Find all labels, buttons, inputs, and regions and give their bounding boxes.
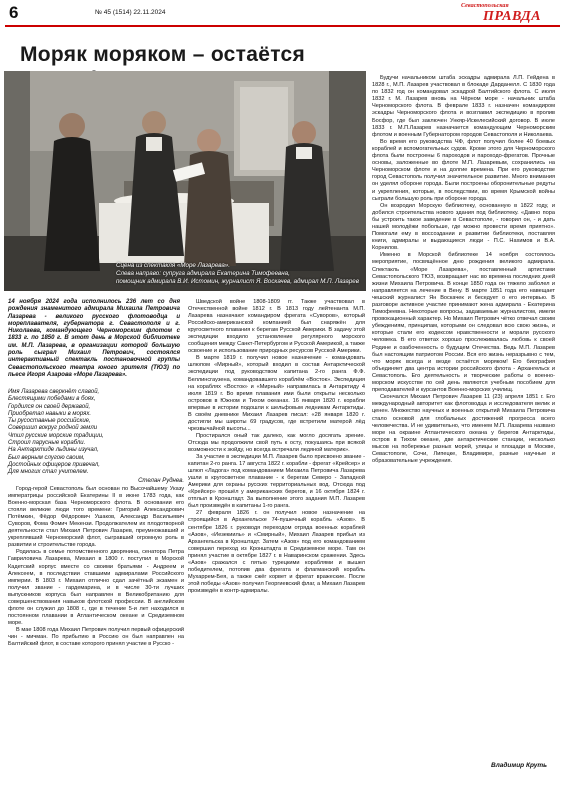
logo-bottom: ПРАВДА — [483, 9, 542, 24]
paragraph: Во время его руководства ЧФ, флот получил более 40 боевых кораблей и вспомогательных судов. Кроме этого для Черноморского флота были построены 6 пароходов и пароходо-фрегатов. Прочные основы, заложенные во флоте М.П. Лазаревым, сохранились на Черноморском флоте и на долгие времена. При его руководстве город Севастополь получил значительное развитие. Много внимания он уделял обороне города. Были построены оборонительные редуты и укрепления, которые, в последствии, во время Крымской войны сыграли большую роль при обороне города. — [372, 138, 555, 202]
poem-line: Совершил вокруг родной земли — [8, 425, 98, 432]
caption-line: Слева направо: супруга адмирала Екатерина Тимофеевна, — [116, 270, 290, 277]
paragraph: За участие в экспедиции М.П. Лазарев было присвоено звание - капитан 2-го ранга. 17 августа 1822 г. корабли - фрегат «Крейсер» и шлюп «Ладога» под командованием Михаила Петровича Лазарева ушли в кругосветное плавание - к берегам Северо - Западной Америки для охраны русских территориальных вод. Отсюда под «Крейсер» прошёл у американских берегов, и 16 октября 1824 г. отплыл в Кронштадт. За выполнение этого задания М.П. Лазарев был произведён в капитаны 1-го ранга. — [188, 454, 365, 510]
poem-line: Имя Лазарева сверкнёт славой, — [8, 389, 100, 395]
poem-author: Стелан Руднев. — [138, 477, 184, 484]
page-number: 6 — [9, 3, 19, 22]
paragraph: Скончался Михаил Петрович Лазарев 11 (23) апреля 1851 г. Его международный авторитет как флотоводца и исследователя велик и ценен. Множество научных и военных открытий Михаила Петровича стало основой для глобальных достижений прогресса всего человечества. И не удивительно, что именем М.П. Лазарева названо море на окраине Атлантического океана у берегов Антарктиды, остров в Тихом океане, две антарктические станции, несколько мысов на побережье разных морей, улицы и площади в Москве, Севастополе, Сочи, Липецке, Владимире, разные научные и образовательные учреждения. — [372, 394, 555, 465]
caption-line: помощник адмирала В.И. Истомин, журналист Я. Воскачев, адмирал М.П. Лазарев — [116, 278, 359, 285]
column-middle — [188, 299, 365, 595]
paragraph: В мае 1808 года Михаил Петрович получил первый офицерский чин - мичман. По прибытию в Россию он был направлен на Балтийский флот, в составе которого принял участие в Русско - — [8, 626, 184, 648]
paragraph: Простирался оный так далеко, как могло досягать зрение. Отсюда мы продолжили свой путь к осту, покушаясь при всякой возможности к зюйду, но всегда встречали ледяной материк». — [188, 432, 365, 453]
column-right — [372, 75, 555, 465]
poem-line: Гордился он своей державой, — [8, 403, 91, 410]
poem-line: Был верным слугою своим, — [8, 454, 85, 461]
paragraph: Родилась в семье потомственного дворянина, сенатора Петра Гавриловича Лазарева, Михаил в 1800 г. поступил в Морской Кадетский корпус вместе со своими братьями - Андреем и Алексеем, в последствии ставшими адмиралами Российского империи. В 1803 г. Михаил отлично сдал зачётный экзамен и получил звание - гардемарина, и в числе 30-ти лучших выпускников корпуса был направлен в Великобританию для совершенствования навыков флотской профессии. В английском флоте он служил до 1808 г., где в течение 5-и лет находился в постоянном плавании в Атлантическом океане и Средиземном море. — [8, 549, 184, 626]
paragraph: Будучи начальником штаба эскадры адмирала Л.П. Гейдена в 1828 г., М.П. Лазарев участвовал в блокаде Дарданелл. С 1830 года по 1832 год он командовал эскадрой Балтийского флота. С июля 1832 г. М. Лазарев вновь на Чёрном море - начальник штаба Черноморского флота. В феврале 1833 г. назначен командиром эскадры Черноморского флота и возглавил экспедицию в пролив Босфор, где был заключен Ункяр-Искелесийский договор. В июле 1833 г. М.П.Лазарев назначается командующим Черноморским флотом и военным Губернатором городов Севастополя и Николаева. — [372, 75, 555, 138]
poem-line: Строил парусные корабли. — [8, 440, 86, 447]
paragraph: Город-герой Севастополь был основан по Высочайшему Указу императрицы российской Екатерины II в июне 1783 года, как Военно-морская база Черноморского флота. В основании его стояли великие люди того времени: Григорий Александрович Потёмкин, Фёдор Фёдорович Ушаков, Александр Васильевич Суворов, Фома Фомич Мекензи. Продолжателем их плодотворной деятельности стал Михаил Петрович Лазарев, преумножавший и укреплявший Черноморский флот, сыгравший огромную роль в развитии и строительстве города. — [8, 486, 184, 549]
logo-top: Севастопольская — [461, 2, 509, 9]
lead-paragraph: 14 ноября 2024 года исполнилось 236 лет со дня рождения знаменитого адмирала Михаила Петровича Лазарева - великого русского флотоводца и мореплавателя, губернатора г. Севастополя и г. Николаева, командующего Черноморским флотом с 1833 г. по 1850 г. В этот день в Морской библиотеке им. М.П. Лазарева, в организации которой большую роль сыграл Михаил Петрович, состоялся интерактивный спектакль постановочной группы Севастопольского театра юного зрителя (ТЮЗ) по пьесе Игоря Азарова «Море Лазарева». — [8, 299, 180, 378]
paragraph: Шведской войне 1808-1809 гг. Также участвовал в Отечественной войне 1812 г. В 1813 году лейтенанта М.П. Лазарева назначают командиром фрегата «Суворов», который Российско-американской компанией был снаряжён для кругосветного плавания к берегам Русской Америки. В задачу этой экспедиции входило установление регулярного морского сообщения между Санкт-Петербургом и Русской Америкой, а также освоение и использование природных ресурсов Русской Америки. — [188, 299, 365, 355]
poem-line: Приобретал навыки в морях. — [8, 410, 92, 417]
headline: Моряк моряком – остаётся — [20, 43, 306, 66]
poem-line: Достойных офицеров привечал, — [8, 461, 100, 468]
caption-line: Сцена из спектакля «Море Лазарева». — [116, 262, 230, 269]
paragraph: Он возродил Морскую библиотеку, основанную в 1822 году, и добился строительства нового здания под библиотеку. «Давно пора бы устроить такое заведение в Севастополе, - говорил он, - и дать нашей молодёжи побольше, где можно провести время приятно». Помогали ему в воссоздании и развитии библиотеки, поставляя книги, адмиралы и выдающиеся люди - П.С. Нахимов и В.А. Корнилов. — [372, 202, 555, 252]
poem — [8, 389, 184, 485]
poem-line: Для многих стал учителем. — [8, 469, 89, 476]
column-left — [8, 486, 184, 648]
photo-caption — [116, 262, 364, 286]
author-signature: Владимир Круть — [491, 762, 547, 769]
issue-info: № 45 (1514) 22.11.2024 — [95, 9, 166, 16]
poem-line: Чтил русские морские традиции, — [8, 432, 104, 439]
paragraph: Именно в Морской библиотеке 14 ноября состоялось мероприятие, посвящённое дню рождения великого адмирала. Спектакль «Море Лазарева», поставленный артистами Севастопольского ТЮЗ, возвращает нас во времена последних дней жизни Михаила Петровича. В конце 1850 года он тяжело заболел и направляется на лечение в Вену. В марте 1851 года его навещает чешский журналист Ян Воскачек и беседует о его интервью. В разговоре активное участие принимают жена адмирала - Екатерина Тимофеевна. Некоторые вопросы, задаваемые журналистом, имели провокационный характер. Но Михаил Петрович чётко отвечал своим убеждениям, принципам, которыми он следовал всю свою жизнь, и которые стали его кодексом нравственности и морали русского человека. В его ответах хорошо прослеживалась любовь к своей Родине и озабоченность о будущем Отечества. Ведь М.П. Лазарев был настоящим патриотом России. Вся его жизнь неразрывно с тем, что моряк всегда и везде остаётся моряком! Его биография объединяет два центра истории российского флота - Архангельск и Севастополь. Его деятельность и творческие работы о военно-морском искусстве по сей день являются учебным пособием для преподавателей и курсантов Военно-морских училищ. — [372, 252, 555, 394]
page-header — [0, 0, 565, 28]
poem-line: Ты русоставные российские, — [8, 418, 91, 425]
newspaper-logo — [453, 1, 551, 25]
poem-line: Блестящими победами в боях, — [8, 396, 96, 403]
header-rule — [5, 25, 560, 27]
article-photo — [4, 71, 366, 291]
paragraph: 27 февраля 1826 г. он получил новое назначение на строящийся в Архангельске 74-пушечный корабль «Азов». В сентябре 1826 г. руководя переходом отряда военных кораблей «Азов», «Иезекииль» и «Смирный», Михаил Лазарев прибыл из Архангельска в Кронштадт. Затем «Азов» под его командованием совершил переход из Кронштадта в Средиземное море. Там он принял участие в октябре 1827 г. в Наваринском сражении. Здесь «Азов» сражался с пятью турецкими кораблями и вышел победителем, потопив два фрегата и флагманский корабль Мухаррем-Бея, а также сжёг корвет и фрегат вражеские. После этой победы «Азов» получил Георгиевский флаг, а Михаил Лазарев произведён в контр-адмиралы. — [188, 510, 365, 594]
poem-line: На Антарктиде льдины изучал, — [8, 447, 99, 454]
paragraph: В марте 1819 г. получил новое назначение - командовать шлюпом «Мирный», который входил в состав Антарктической экспедиции под руководством капитана 2-го ранга Ф.Ф. Беллинсгаузена, командовавшего кораблём «Восток». Экспедиция на кораблях «Восток» и «Мирный» направилась в Антарктиду 4 июля 1819 г. Во время плавания ими были открыты несколько островов в Южном и Тихом океанах. 16 января 1820 г. корабли впервые в истории подошли к шельфовым ледникам Антарктиды. В своём дневнике Михаил Лазарев писал: «28 января 1820 г. достигли мы широты 69 градусов, где встретили матерой лёд чрезвычайной высоты... — [188, 355, 365, 432]
